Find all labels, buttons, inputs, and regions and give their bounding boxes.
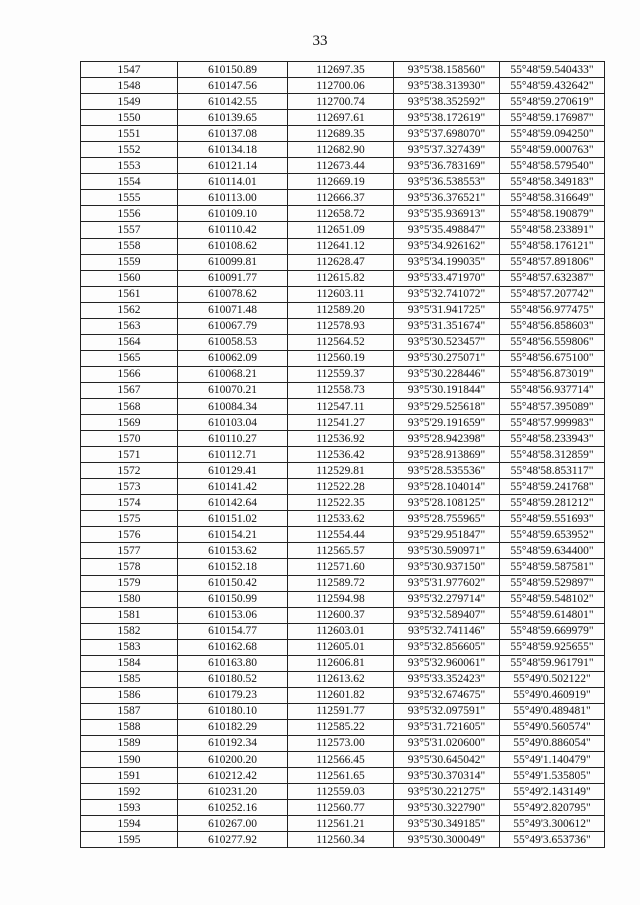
latitude-cell: 55°48'58.190879" bbox=[500, 206, 605, 222]
y-coordinate-cell: 112651.09 bbox=[288, 222, 394, 238]
coordinates-table-body bbox=[81, 62, 605, 848]
table-row bbox=[81, 334, 605, 350]
longitude-cell: 93°5'37.327439" bbox=[394, 142, 500, 158]
y-coordinate-cell: 112565.57 bbox=[288, 543, 394, 559]
point-number-cell: 1558 bbox=[81, 238, 178, 254]
point-number-cell: 1555 bbox=[81, 190, 178, 206]
longitude-cell: 93°5'31.721605" bbox=[394, 719, 500, 735]
x-coordinate-cell: 610153.62 bbox=[178, 543, 288, 559]
point-number-cell: 1593 bbox=[81, 800, 178, 816]
point-number-cell: 1559 bbox=[81, 254, 178, 270]
longitude-cell: 93°5'30.349185" bbox=[394, 816, 500, 832]
y-coordinate-cell: 112585.22 bbox=[288, 719, 394, 735]
x-coordinate-cell: 610153.06 bbox=[178, 607, 288, 623]
x-coordinate-cell: 610091.77 bbox=[178, 270, 288, 286]
table-row bbox=[81, 190, 605, 206]
table-row bbox=[81, 655, 605, 671]
x-coordinate-cell: 610084.34 bbox=[178, 398, 288, 414]
y-coordinate-cell: 112603.01 bbox=[288, 623, 394, 639]
table-row bbox=[81, 752, 605, 768]
table-row bbox=[81, 350, 605, 366]
longitude-cell: 93°5'29.951847" bbox=[394, 527, 500, 543]
y-coordinate-cell: 112669.19 bbox=[288, 174, 394, 190]
point-number-cell: 1586 bbox=[81, 687, 178, 703]
longitude-cell: 93°5'30.191844" bbox=[394, 382, 500, 398]
table-row bbox=[81, 591, 605, 607]
longitude-cell: 93°5'30.322790" bbox=[394, 800, 500, 816]
longitude-cell: 93°5'38.313930" bbox=[394, 78, 500, 94]
x-coordinate-cell: 610277.92 bbox=[178, 832, 288, 848]
longitude-cell: 93°5'28.942398" bbox=[394, 431, 500, 447]
y-coordinate-cell: 112673.44 bbox=[288, 158, 394, 174]
y-coordinate-cell: 112641.12 bbox=[288, 238, 394, 254]
x-coordinate-cell: 610212.42 bbox=[178, 768, 288, 784]
latitude-cell: 55°49'0.502122" bbox=[500, 671, 605, 687]
latitude-cell: 55°48'59.241768" bbox=[500, 479, 605, 495]
longitude-cell: 93°5'33.352423" bbox=[394, 671, 500, 687]
y-coordinate-cell: 112682.90 bbox=[288, 142, 394, 158]
y-coordinate-cell: 112522.35 bbox=[288, 495, 394, 511]
x-coordinate-cell: 610179.23 bbox=[178, 687, 288, 703]
x-coordinate-cell: 610078.62 bbox=[178, 286, 288, 302]
longitude-cell: 93°5'28.535536" bbox=[394, 463, 500, 479]
x-coordinate-cell: 610154.77 bbox=[178, 623, 288, 639]
point-number-cell: 1553 bbox=[81, 158, 178, 174]
y-coordinate-cell: 112573.00 bbox=[288, 735, 394, 751]
y-coordinate-cell: 112603.11 bbox=[288, 286, 394, 302]
x-coordinate-cell: 610163.80 bbox=[178, 655, 288, 671]
point-number-cell: 1590 bbox=[81, 752, 178, 768]
x-coordinate-cell: 610142.64 bbox=[178, 495, 288, 511]
table-row bbox=[81, 270, 605, 286]
x-coordinate-cell: 610113.00 bbox=[178, 190, 288, 206]
point-number-cell: 1569 bbox=[81, 415, 178, 431]
table-row bbox=[81, 398, 605, 414]
x-coordinate-cell: 610150.42 bbox=[178, 575, 288, 591]
longitude-cell: 93°5'34.926162" bbox=[394, 238, 500, 254]
longitude-cell: 93°5'32.674675" bbox=[394, 687, 500, 703]
latitude-cell: 55°49'3.300612" bbox=[500, 816, 605, 832]
point-number-cell: 1580 bbox=[81, 591, 178, 607]
longitude-cell: 93°5'31.977602" bbox=[394, 575, 500, 591]
y-coordinate-cell: 112594.98 bbox=[288, 591, 394, 607]
longitude-cell: 93°5'30.523457" bbox=[394, 334, 500, 350]
x-coordinate-cell: 610129.41 bbox=[178, 463, 288, 479]
latitude-cell: 55°48'58.233891" bbox=[500, 222, 605, 238]
x-coordinate-cell: 610180.52 bbox=[178, 671, 288, 687]
point-number-cell: 1554 bbox=[81, 174, 178, 190]
longitude-cell: 93°5'30.221275" bbox=[394, 784, 500, 800]
table-row bbox=[81, 78, 605, 94]
table-row bbox=[81, 703, 605, 719]
longitude-cell: 93°5'30.590971" bbox=[394, 543, 500, 559]
table-row bbox=[81, 784, 605, 800]
point-number-cell: 1594 bbox=[81, 816, 178, 832]
latitude-cell: 55°48'56.977475" bbox=[500, 302, 605, 318]
table-row bbox=[81, 431, 605, 447]
table-row bbox=[81, 559, 605, 575]
table-row bbox=[81, 286, 605, 302]
x-coordinate-cell: 610109.10 bbox=[178, 206, 288, 222]
latitude-cell: 55°48'59.925655" bbox=[500, 639, 605, 655]
table-row bbox=[81, 768, 605, 784]
point-number-cell: 1587 bbox=[81, 703, 178, 719]
point-number-cell: 1548 bbox=[81, 78, 178, 94]
x-coordinate-cell: 610150.89 bbox=[178, 62, 288, 78]
point-number-cell: 1551 bbox=[81, 126, 178, 142]
point-number-cell: 1579 bbox=[81, 575, 178, 591]
latitude-cell: 55°48'58.349183" bbox=[500, 174, 605, 190]
y-coordinate-cell: 112533.62 bbox=[288, 511, 394, 527]
longitude-cell: 93°5'30.937150" bbox=[394, 559, 500, 575]
longitude-cell: 93°5'32.279714" bbox=[394, 591, 500, 607]
latitude-cell: 55°48'56.873019" bbox=[500, 366, 605, 382]
y-coordinate-cell: 112561.21 bbox=[288, 816, 394, 832]
latitude-cell: 55°48'59.614801" bbox=[500, 607, 605, 623]
point-number-cell: 1560 bbox=[81, 270, 178, 286]
latitude-cell: 55°48'56.559806" bbox=[500, 334, 605, 350]
x-coordinate-cell: 610180.10 bbox=[178, 703, 288, 719]
x-coordinate-cell: 610162.68 bbox=[178, 639, 288, 655]
latitude-cell: 55°48'57.207742" bbox=[500, 286, 605, 302]
table-row bbox=[81, 719, 605, 735]
point-number-cell: 1571 bbox=[81, 447, 178, 463]
x-coordinate-cell: 610110.42 bbox=[178, 222, 288, 238]
point-number-cell: 1576 bbox=[81, 527, 178, 543]
latitude-cell: 55°48'56.675100" bbox=[500, 350, 605, 366]
latitude-cell: 55°49'2.143149" bbox=[500, 784, 605, 800]
y-coordinate-cell: 112554.44 bbox=[288, 527, 394, 543]
latitude-cell: 55°49'2.820795" bbox=[500, 800, 605, 816]
latitude-cell: 55°48'58.579540" bbox=[500, 158, 605, 174]
latitude-cell: 55°48'59.669979" bbox=[500, 623, 605, 639]
x-coordinate-cell: 610108.62 bbox=[178, 238, 288, 254]
table-row bbox=[81, 142, 605, 158]
y-coordinate-cell: 112561.65 bbox=[288, 768, 394, 784]
y-coordinate-cell: 112601.82 bbox=[288, 687, 394, 703]
longitude-cell: 93°5'36.783169" bbox=[394, 158, 500, 174]
latitude-cell: 55°48'59.281212" bbox=[500, 495, 605, 511]
table-row bbox=[81, 126, 605, 142]
y-coordinate-cell: 112589.72 bbox=[288, 575, 394, 591]
point-number-cell: 1564 bbox=[81, 334, 178, 350]
y-coordinate-cell: 112566.45 bbox=[288, 752, 394, 768]
latitude-cell: 55°48'59.270619" bbox=[500, 94, 605, 110]
y-coordinate-cell: 112558.73 bbox=[288, 382, 394, 398]
point-number-cell: 1550 bbox=[81, 110, 178, 126]
latitude-cell: 55°49'0.489481" bbox=[500, 703, 605, 719]
y-coordinate-cell: 112615.82 bbox=[288, 270, 394, 286]
point-number-cell: 1584 bbox=[81, 655, 178, 671]
latitude-cell: 55°48'59.587581" bbox=[500, 559, 605, 575]
longitude-cell: 93°5'35.498847" bbox=[394, 222, 500, 238]
y-coordinate-cell: 112547.11 bbox=[288, 398, 394, 414]
table-row bbox=[81, 735, 605, 751]
y-coordinate-cell: 112578.93 bbox=[288, 318, 394, 334]
table-row bbox=[81, 302, 605, 318]
x-coordinate-cell: 610192.34 bbox=[178, 735, 288, 751]
table-row bbox=[81, 543, 605, 559]
latitude-cell: 55°48'58.233943" bbox=[500, 431, 605, 447]
point-number-cell: 1562 bbox=[81, 302, 178, 318]
page-number: 33 bbox=[312, 33, 328, 49]
longitude-cell: 93°5'33.471970" bbox=[394, 270, 500, 286]
y-coordinate-cell: 112628.47 bbox=[288, 254, 394, 270]
point-number-cell: 1583 bbox=[81, 639, 178, 655]
point-number-cell: 1575 bbox=[81, 511, 178, 527]
y-coordinate-cell: 112697.61 bbox=[288, 110, 394, 126]
longitude-cell: 93°5'31.020600" bbox=[394, 735, 500, 751]
longitude-cell: 93°5'28.755965" bbox=[394, 511, 500, 527]
table-row bbox=[81, 254, 605, 270]
table-row bbox=[81, 206, 605, 222]
latitude-cell: 55°49'0.886054" bbox=[500, 735, 605, 751]
y-coordinate-cell: 112605.01 bbox=[288, 639, 394, 655]
point-number-cell: 1552 bbox=[81, 142, 178, 158]
latitude-cell: 55°48'56.937714" bbox=[500, 382, 605, 398]
table-row bbox=[81, 415, 605, 431]
table-row bbox=[81, 607, 605, 623]
y-coordinate-cell: 112560.19 bbox=[288, 350, 394, 366]
y-coordinate-cell: 112700.74 bbox=[288, 94, 394, 110]
longitude-cell: 93°5'30.645042" bbox=[394, 752, 500, 768]
y-coordinate-cell: 112536.42 bbox=[288, 447, 394, 463]
point-number-cell: 1581 bbox=[81, 607, 178, 623]
point-number-cell: 1547 bbox=[81, 62, 178, 78]
x-coordinate-cell: 610152.18 bbox=[178, 559, 288, 575]
y-coordinate-cell: 112541.27 bbox=[288, 415, 394, 431]
point-number-cell: 1585 bbox=[81, 671, 178, 687]
table-row bbox=[81, 832, 605, 848]
longitude-cell: 93°5'37.698070" bbox=[394, 126, 500, 142]
longitude-cell: 93°5'30.228446" bbox=[394, 366, 500, 382]
table-row bbox=[81, 62, 605, 78]
table-row bbox=[81, 447, 605, 463]
y-coordinate-cell: 112571.60 bbox=[288, 559, 394, 575]
table-row bbox=[81, 318, 605, 334]
y-coordinate-cell: 112589.20 bbox=[288, 302, 394, 318]
latitude-cell: 55°48'59.653952" bbox=[500, 527, 605, 543]
x-coordinate-cell: 610058.53 bbox=[178, 334, 288, 350]
x-coordinate-cell: 610142.55 bbox=[178, 94, 288, 110]
table-row bbox=[81, 222, 605, 238]
x-coordinate-cell: 610062.09 bbox=[178, 350, 288, 366]
table-row bbox=[81, 479, 605, 495]
latitude-cell: 55°48'59.961791" bbox=[500, 655, 605, 671]
point-number-cell: 1561 bbox=[81, 286, 178, 302]
table-row bbox=[81, 687, 605, 703]
table-row bbox=[81, 511, 605, 527]
y-coordinate-cell: 112689.35 bbox=[288, 126, 394, 142]
x-coordinate-cell: 610154.21 bbox=[178, 527, 288, 543]
longitude-cell: 93°5'32.589407" bbox=[394, 607, 500, 623]
x-coordinate-cell: 610231.20 bbox=[178, 784, 288, 800]
x-coordinate-cell: 610099.81 bbox=[178, 254, 288, 270]
table-row bbox=[81, 174, 605, 190]
table-row bbox=[81, 158, 605, 174]
longitude-cell: 93°5'38.172619" bbox=[394, 110, 500, 126]
point-number-cell: 1578 bbox=[81, 559, 178, 575]
point-number-cell: 1588 bbox=[81, 719, 178, 735]
y-coordinate-cell: 112522.28 bbox=[288, 479, 394, 495]
latitude-cell: 55°49'1.140479" bbox=[500, 752, 605, 768]
longitude-cell: 93°5'31.941725" bbox=[394, 302, 500, 318]
point-number-cell: 1556 bbox=[81, 206, 178, 222]
x-coordinate-cell: 610134.18 bbox=[178, 142, 288, 158]
latitude-cell: 55°48'59.176987" bbox=[500, 110, 605, 126]
point-number-cell: 1557 bbox=[81, 222, 178, 238]
point-number-cell: 1549 bbox=[81, 94, 178, 110]
table-row bbox=[81, 639, 605, 655]
latitude-cell: 55°48'57.395089" bbox=[500, 398, 605, 414]
table-row bbox=[81, 495, 605, 511]
x-coordinate-cell: 610139.65 bbox=[178, 110, 288, 126]
x-coordinate-cell: 610151.02 bbox=[178, 511, 288, 527]
longitude-cell: 93°5'30.300049" bbox=[394, 832, 500, 848]
latitude-cell: 55°49'1.535805" bbox=[500, 768, 605, 784]
x-coordinate-cell: 610200.20 bbox=[178, 752, 288, 768]
x-coordinate-cell: 610252.16 bbox=[178, 800, 288, 816]
y-coordinate-cell: 112591.77 bbox=[288, 703, 394, 719]
longitude-cell: 93°5'29.191659" bbox=[394, 415, 500, 431]
table-row bbox=[81, 623, 605, 639]
table-row bbox=[81, 366, 605, 382]
x-coordinate-cell: 610114.01 bbox=[178, 174, 288, 190]
point-number-cell: 1589 bbox=[81, 735, 178, 751]
y-coordinate-cell: 112666.37 bbox=[288, 190, 394, 206]
point-number-cell: 1570 bbox=[81, 431, 178, 447]
latitude-cell: 55°48'59.634400" bbox=[500, 543, 605, 559]
longitude-cell: 93°5'28.108125" bbox=[394, 495, 500, 511]
table-row bbox=[81, 94, 605, 110]
coordinates-table bbox=[80, 61, 605, 848]
latitude-cell: 55°48'58.316649" bbox=[500, 190, 605, 206]
latitude-cell: 55°48'59.094250" bbox=[500, 126, 605, 142]
latitude-cell: 55°48'58.176121" bbox=[500, 238, 605, 254]
longitude-cell: 93°5'32.960061" bbox=[394, 655, 500, 671]
latitude-cell: 55°48'59.551693" bbox=[500, 511, 605, 527]
x-coordinate-cell: 610068.21 bbox=[178, 366, 288, 382]
longitude-cell: 93°5'29.525618" bbox=[394, 398, 500, 414]
point-number-cell: 1574 bbox=[81, 495, 178, 511]
y-coordinate-cell: 112559.03 bbox=[288, 784, 394, 800]
x-coordinate-cell: 610147.56 bbox=[178, 78, 288, 94]
point-number-cell: 1565 bbox=[81, 350, 178, 366]
latitude-cell: 55°48'59.548102" bbox=[500, 591, 605, 607]
point-number-cell: 1592 bbox=[81, 784, 178, 800]
y-coordinate-cell: 112564.52 bbox=[288, 334, 394, 350]
x-coordinate-cell: 610110.27 bbox=[178, 431, 288, 447]
y-coordinate-cell: 112613.62 bbox=[288, 671, 394, 687]
latitude-cell: 55°49'0.460919" bbox=[500, 687, 605, 703]
y-coordinate-cell: 112536.92 bbox=[288, 431, 394, 447]
x-coordinate-cell: 610067.79 bbox=[178, 318, 288, 334]
latitude-cell: 55°48'58.312859" bbox=[500, 447, 605, 463]
table-row bbox=[81, 463, 605, 479]
x-coordinate-cell: 610141.42 bbox=[178, 479, 288, 495]
latitude-cell: 55°48'59.529897" bbox=[500, 575, 605, 591]
point-number-cell: 1568 bbox=[81, 398, 178, 414]
latitude-cell: 55°49'0.560574" bbox=[500, 719, 605, 735]
longitude-cell: 93°5'36.376521" bbox=[394, 190, 500, 206]
y-coordinate-cell: 112700.06 bbox=[288, 78, 394, 94]
y-coordinate-cell: 112697.35 bbox=[288, 62, 394, 78]
longitude-cell: 93°5'28.913869" bbox=[394, 447, 500, 463]
longitude-cell: 93°5'38.158560" bbox=[394, 62, 500, 78]
point-number-cell: 1573 bbox=[81, 479, 178, 495]
x-coordinate-cell: 610121.14 bbox=[178, 158, 288, 174]
longitude-cell: 93°5'30.275071" bbox=[394, 350, 500, 366]
x-coordinate-cell: 610150.99 bbox=[178, 591, 288, 607]
longitude-cell: 93°5'32.856605" bbox=[394, 639, 500, 655]
x-coordinate-cell: 610070.21 bbox=[178, 382, 288, 398]
point-number-cell: 1572 bbox=[81, 463, 178, 479]
table-row bbox=[81, 671, 605, 687]
longitude-cell: 93°5'36.538553" bbox=[394, 174, 500, 190]
y-coordinate-cell: 112606.81 bbox=[288, 655, 394, 671]
y-coordinate-cell: 112658.72 bbox=[288, 206, 394, 222]
table-row bbox=[81, 238, 605, 254]
latitude-cell: 55°48'58.853117" bbox=[500, 463, 605, 479]
table-row bbox=[81, 527, 605, 543]
longitude-cell: 93°5'32.741072" bbox=[394, 286, 500, 302]
latitude-cell: 55°48'59.540433" bbox=[500, 62, 605, 78]
y-coordinate-cell: 112529.81 bbox=[288, 463, 394, 479]
latitude-cell: 55°48'57.632387" bbox=[500, 270, 605, 286]
point-number-cell: 1577 bbox=[81, 543, 178, 559]
longitude-cell: 93°5'34.199035" bbox=[394, 254, 500, 270]
x-coordinate-cell: 610137.08 bbox=[178, 126, 288, 142]
longitude-cell: 93°5'30.370314" bbox=[394, 768, 500, 784]
longitude-cell: 93°5'28.104014" bbox=[394, 479, 500, 495]
latitude-cell: 55°48'59.000763" bbox=[500, 142, 605, 158]
x-coordinate-cell: 610103.04 bbox=[178, 415, 288, 431]
table-row bbox=[81, 800, 605, 816]
y-coordinate-cell: 112560.77 bbox=[288, 800, 394, 816]
longitude-cell: 93°5'32.741146" bbox=[394, 623, 500, 639]
latitude-cell: 55°48'59.432642" bbox=[500, 78, 605, 94]
x-coordinate-cell: 610182.29 bbox=[178, 719, 288, 735]
point-number-cell: 1566 bbox=[81, 366, 178, 382]
longitude-cell: 93°5'32.097591" bbox=[394, 703, 500, 719]
longitude-cell: 93°5'31.351674" bbox=[394, 318, 500, 334]
x-coordinate-cell: 610267.00 bbox=[178, 816, 288, 832]
point-number-cell: 1582 bbox=[81, 623, 178, 639]
point-number-cell: 1563 bbox=[81, 318, 178, 334]
y-coordinate-cell: 112559.37 bbox=[288, 366, 394, 382]
latitude-cell: 55°48'57.891806" bbox=[500, 254, 605, 270]
x-coordinate-cell: 610112.71 bbox=[178, 447, 288, 463]
point-number-cell: 1591 bbox=[81, 768, 178, 784]
table-row bbox=[81, 110, 605, 126]
table-row bbox=[81, 382, 605, 398]
latitude-cell: 55°48'57.999983" bbox=[500, 415, 605, 431]
x-coordinate-cell: 610071.48 bbox=[178, 302, 288, 318]
latitude-cell: 55°49'3.653736" bbox=[500, 832, 605, 848]
latitude-cell: 55°48'56.858603" bbox=[500, 318, 605, 334]
longitude-cell: 93°5'38.352592" bbox=[394, 94, 500, 110]
y-coordinate-cell: 112600.37 bbox=[288, 607, 394, 623]
point-number-cell: 1595 bbox=[81, 832, 178, 848]
table-row bbox=[81, 816, 605, 832]
point-number-cell: 1567 bbox=[81, 382, 178, 398]
longitude-cell: 93°5'35.936913" bbox=[394, 206, 500, 222]
y-coordinate-cell: 112560.34 bbox=[288, 832, 394, 848]
table-row bbox=[81, 575, 605, 591]
